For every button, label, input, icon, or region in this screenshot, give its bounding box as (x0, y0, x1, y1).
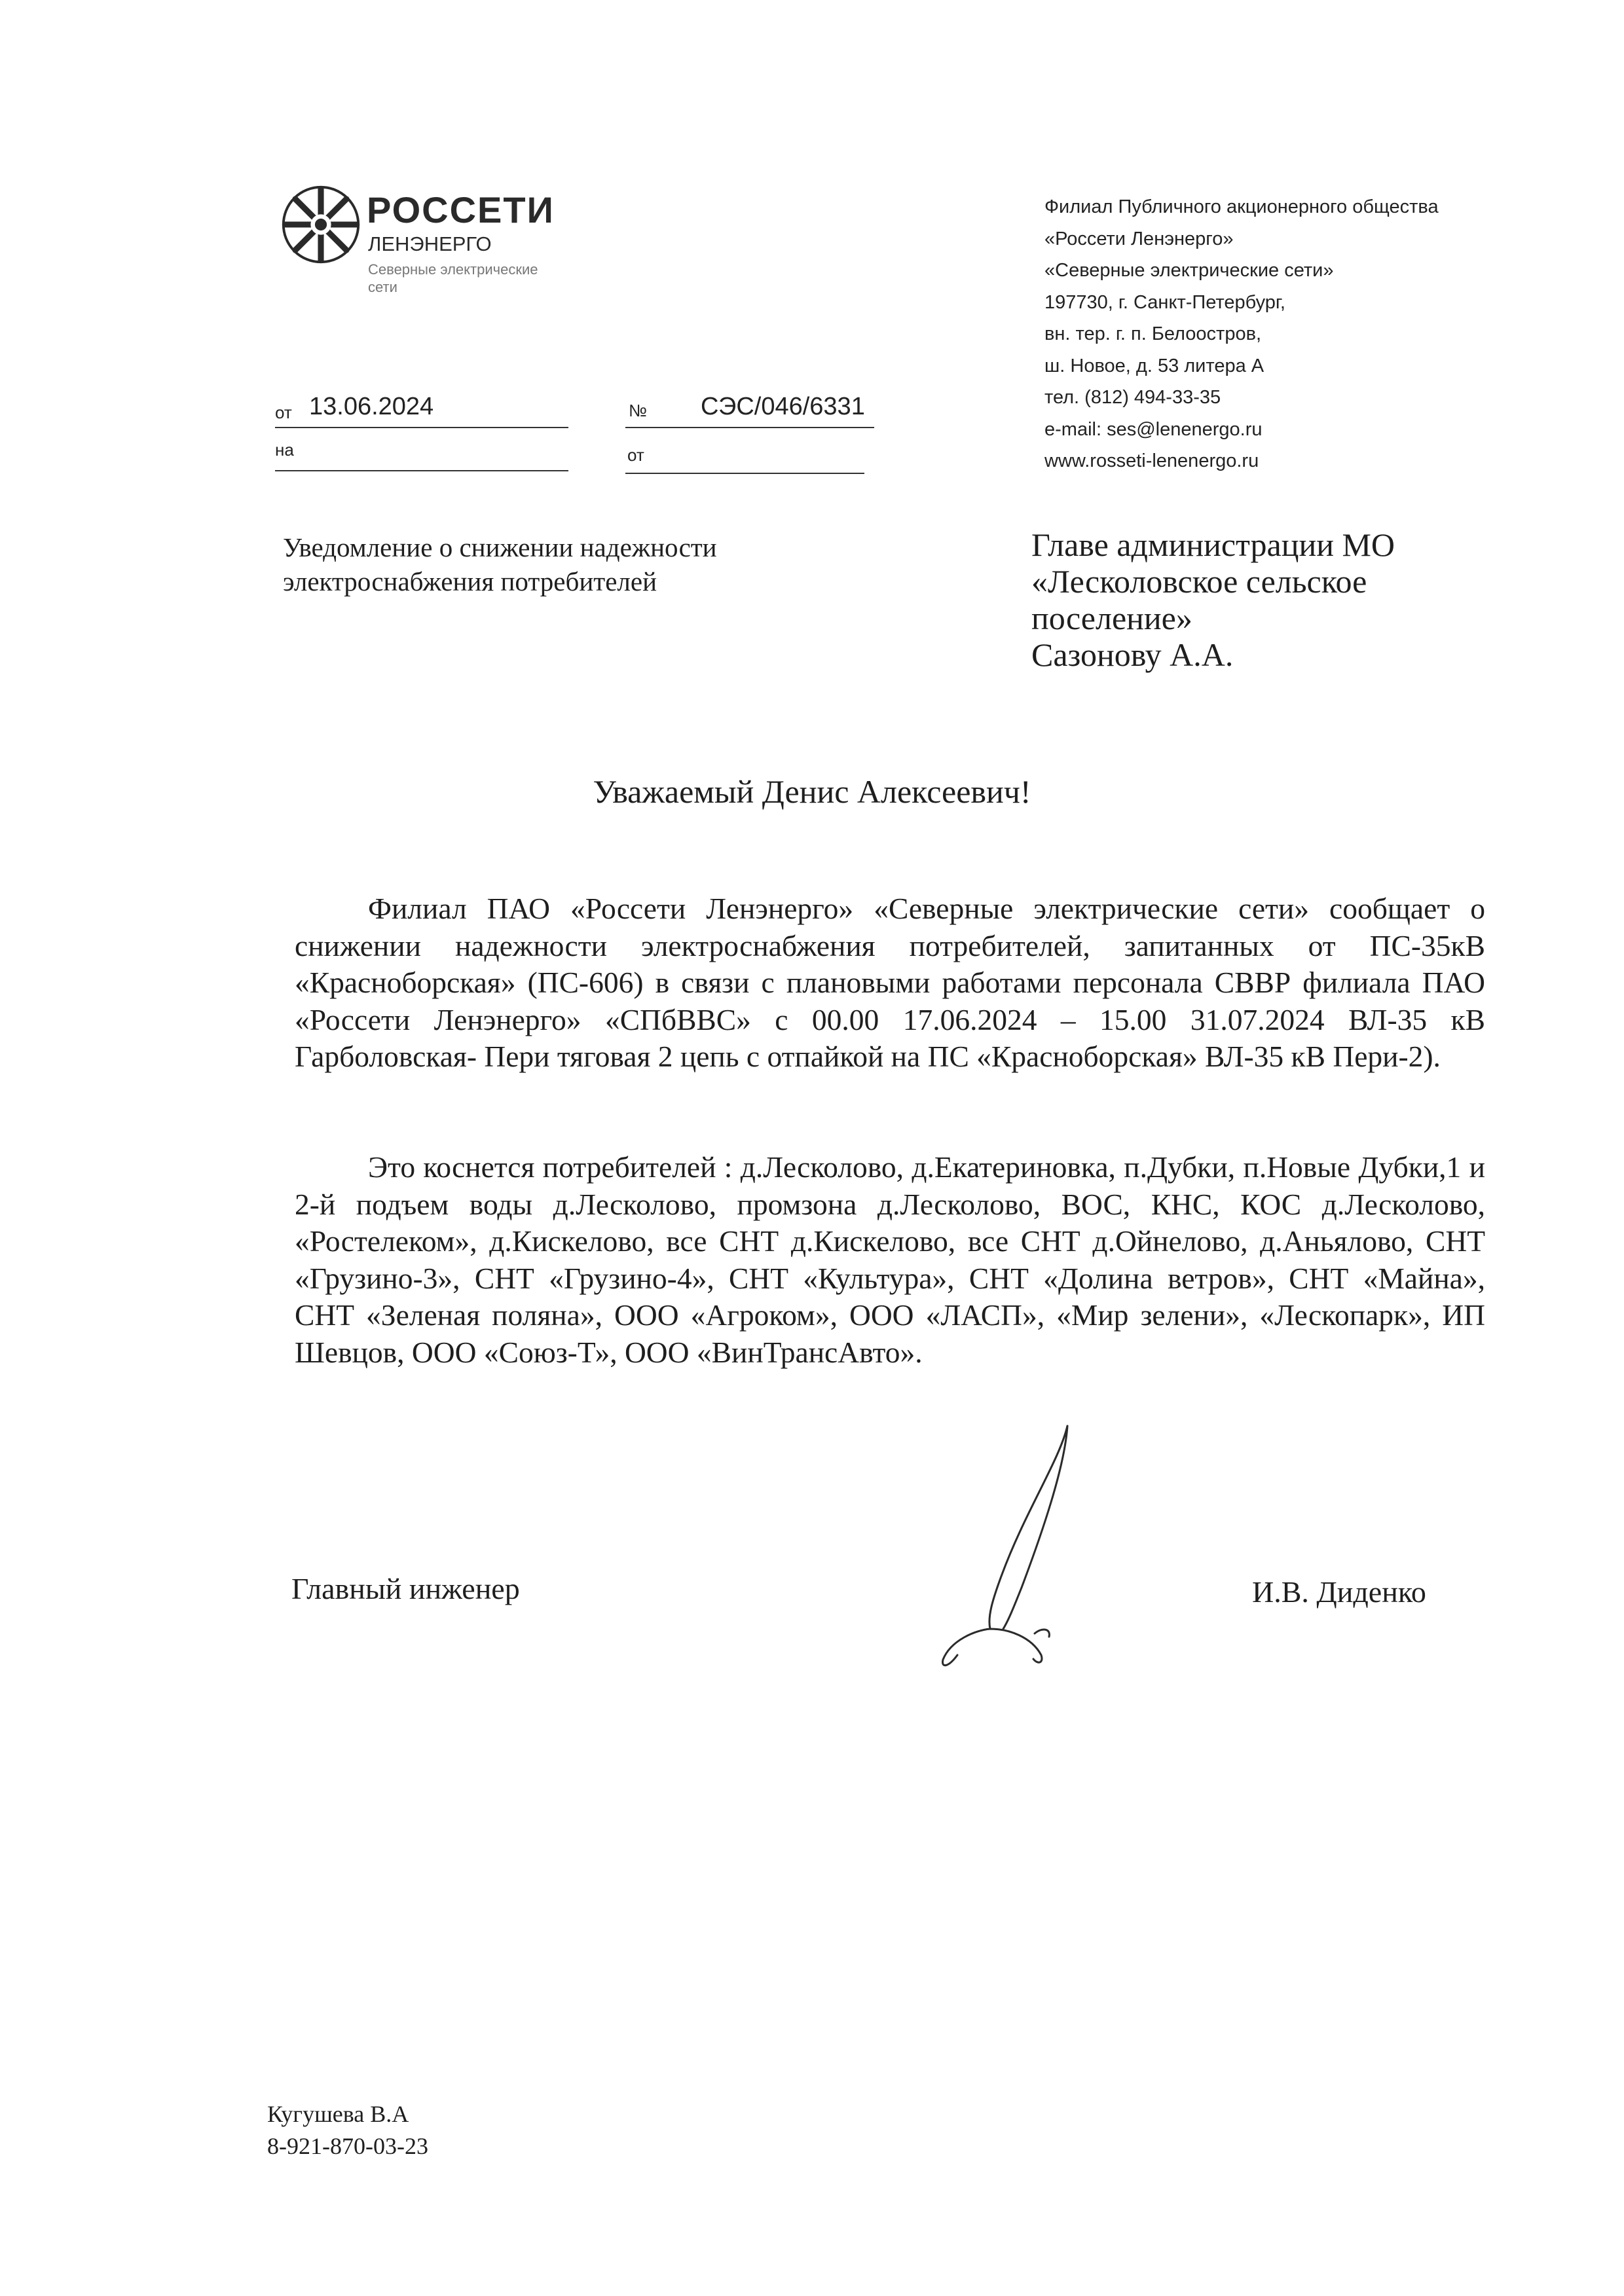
signer-name: И.В. Диденко (1252, 1575, 1426, 1609)
reference-underline (275, 470, 568, 471)
sender-email: e-mail: ses@lenenergo.ru (1044, 418, 1263, 440)
number-prefix: № (629, 401, 647, 420)
document-date: 13.06.2024 (309, 393, 434, 420)
subject-line: электроснабжения потребителей (283, 566, 657, 596)
executor-name: Кугушева В.А (267, 2101, 409, 2127)
body-paragraph: Филиал ПАО «Россети Ленэнерго» «Северные электрические сети» сообщает о снижении надежности электроснабжения потребителей, запитанных от ПС-35кВ «Красноборская» (ПС-606) в связи с плановыми работами персонала СВВР филиала ПАО «Россети Ленэнерго» «СПбВВС» с 00.00 17.06.2024 – 15.00 31.07.2024 ВЛ-35 кВ Гарболовская- Пери тяговая 2 цепь с отпайкой на ПС «Красноборская» ВЛ-35 кВ Пери-2). (295, 892, 1485, 1073)
addressee-block (1031, 526, 1395, 673)
sender-line: вн. тер. г. п. Белоостров, (1044, 323, 1262, 344)
addressee-line: Главе администрации МО (1031, 526, 1395, 563)
executor-block (267, 2098, 428, 2162)
letter-subject (283, 530, 717, 598)
date-prefix: от (275, 403, 292, 422)
sender-line: Филиал Публичного акционерного общества (1044, 196, 1439, 217)
sender-website: www.rosseti-lenenergo.ru (1044, 450, 1259, 471)
number-underline (625, 427, 874, 428)
rosseti-logo-icon (278, 182, 363, 267)
date-underline (275, 427, 568, 428)
logo-subtitle: ЛЕНЭНЕРГО (368, 232, 492, 255)
signer-position: Главный инженер (291, 1572, 520, 1605)
salutation: Уважаемый Денис Алексеевич! (593, 773, 1031, 810)
reference-date-underline (625, 473, 864, 474)
sender-line: «Россети Ленэнерго» (1044, 228, 1234, 249)
sender-line: 197730, г. Санкт-Петербург, (1044, 291, 1285, 313)
logo-name: РОССЕТИ (367, 189, 555, 230)
addressee-line: «Лесколовское сельское (1031, 563, 1367, 600)
reference-date-prefix: от (627, 445, 644, 465)
addressee-name: Сазонову А.А. (1031, 636, 1234, 673)
document-number: СЭС/046/6331 (701, 393, 865, 420)
executor-phone: 8-921-870-03-23 (267, 2133, 428, 2159)
reference-prefix: на (275, 440, 294, 460)
subject-line: Уведомление о снижении надежности (283, 532, 717, 562)
logo-branch: Северные электрические сети (368, 261, 538, 295)
sender-line: «Северные электрические сети» (1044, 260, 1334, 281)
handwritten-signature (904, 1421, 1113, 1676)
body-paragraph: Это коснется потребителей : д.Лесколово, д.Екатериновка, п.Дубки, п.Новые Дубки,1 и 2-й подъем воды д.Лесколово, промзона д.Лесколово, ВОС, КНС, КОС д.Лесколово, «Ростелеком», д.Кискелово, все СНТ д.Кискелово, все СНТ д.Ойнелово, д.Аньялово, СНТ «Грузино-3», СНТ «Грузино-4», СНТ «Культура», СНТ «Долина ветров», СНТ «Майна», СНТ «Зеленая поляна», ООО «Агроком», ООО «ЛАСП», «Мир зелени», «Лескопарк», ИП Шевцов, ООО «Союз-Т», ООО «ВинТрансАвто». (295, 1150, 1485, 1369)
sender-line: ш. Новое, д. 53 литера А (1044, 355, 1264, 376)
sender-phone: тел. (812) 494-33-35 (1044, 387, 1221, 408)
addressee-line: поселение» (1031, 600, 1192, 636)
sender-requisites (1044, 191, 1439, 477)
